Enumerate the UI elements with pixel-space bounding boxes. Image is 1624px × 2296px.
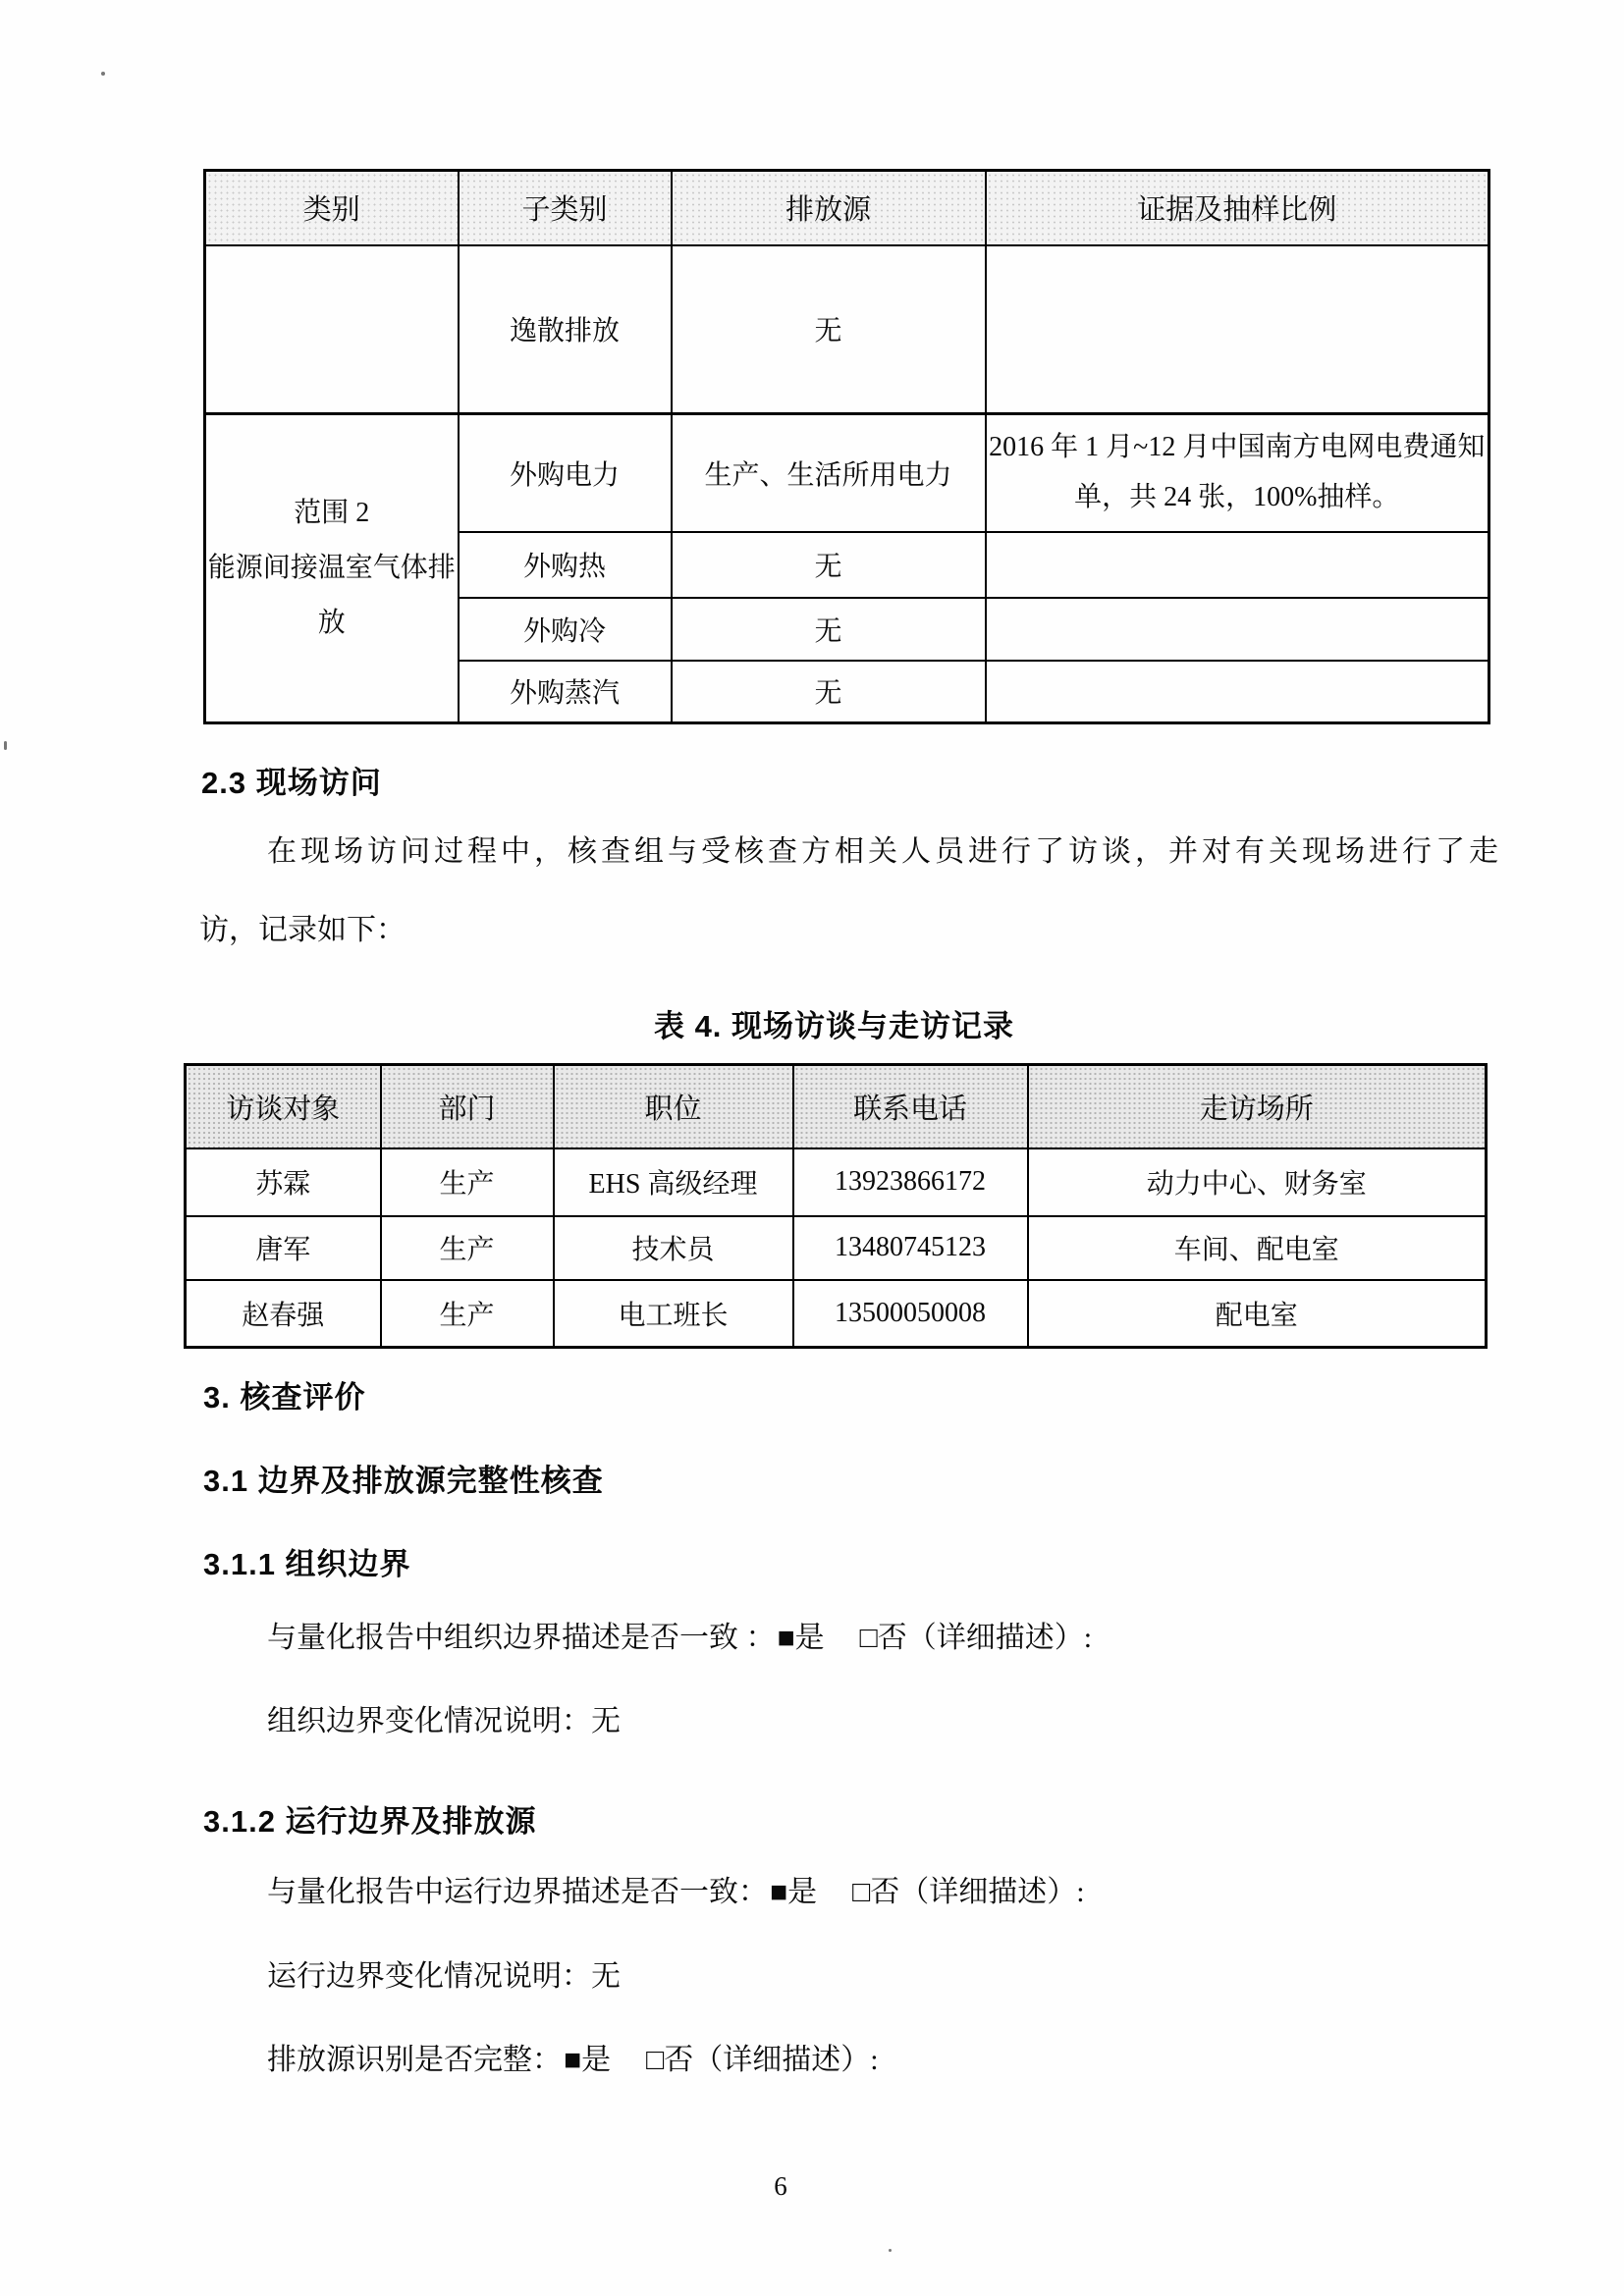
cell-source: 无 bbox=[672, 532, 986, 598]
header-department: 部门 bbox=[381, 1065, 554, 1148]
section-2-3-heading: 2.3 现场访问 bbox=[201, 766, 382, 800]
scan-speck bbox=[4, 741, 7, 750]
header-position: 职位 bbox=[554, 1065, 793, 1148]
page-number: 6 bbox=[774, 2171, 787, 2201]
checkbox-no-unchecked: □否（详细描述）: bbox=[852, 1876, 1085, 1908]
cell-evidence bbox=[986, 598, 1489, 661]
question-label: 与量化报告中运行边界描述是否一致： bbox=[267, 1876, 768, 1908]
operational-boundary-change-note: 运行边界变化情况说明：无 bbox=[267, 1960, 621, 1993]
cell-position: 技术员 bbox=[554, 1216, 793, 1280]
section-3-heading: 3. 核查评价 bbox=[203, 1380, 366, 1415]
cell-visited-sites: 配电室 bbox=[1028, 1280, 1487, 1348]
header-visited-sites: 走访场所 bbox=[1028, 1065, 1487, 1148]
cell-position: 电工班长 bbox=[554, 1280, 793, 1348]
interview-row bbox=[186, 1280, 1487, 1348]
interview-table-header-row bbox=[186, 1065, 1487, 1148]
checkbox-yes-checked: ■是 bbox=[770, 1876, 818, 1908]
section-3-1-1-heading: 3.1.1 组织边界 bbox=[203, 1547, 411, 1581]
cell-phone: 13923866172 bbox=[793, 1148, 1028, 1216]
cell-source: 无 bbox=[672, 245, 986, 414]
cell-visited-sites: 动力中心、财务室 bbox=[1028, 1148, 1487, 1216]
emission-source-complete-question bbox=[267, 2035, 879, 2078]
table-row-purchased-electricity bbox=[205, 414, 1489, 532]
emission-sources-table bbox=[203, 169, 1490, 724]
cell-phone: 13500050008 bbox=[793, 1280, 1028, 1348]
checkbox-yes-checked: ■是 bbox=[777, 1622, 825, 1654]
section-3-1-heading: 3.1 边界及排放源完整性核查 bbox=[203, 1464, 604, 1498]
checkbox-no-unchecked: □否（详细描述）: bbox=[646, 2044, 879, 2076]
header-category: 类别 bbox=[205, 171, 459, 245]
cell-subcategory: 外购电力 bbox=[459, 414, 672, 532]
checkbox-no-unchecked: □否（详细描述）: bbox=[859, 1622, 1093, 1654]
cell-subcategory: 逸散排放 bbox=[459, 245, 672, 414]
header-phone: 联系电话 bbox=[793, 1065, 1028, 1148]
cell-subcategory: 外购冷 bbox=[459, 598, 672, 661]
paragraph-line-1: 在现场访问过程中，核查组与受核查方相关人员进行了访谈，并对有关现场进行了走 bbox=[267, 835, 1502, 868]
operational-boundary-question bbox=[267, 1867, 1085, 1910]
cell-interviewee: 赵春强 bbox=[186, 1280, 381, 1348]
cell-subcategory: 外购蒸汽 bbox=[459, 661, 672, 723]
table-row-fugitive bbox=[205, 245, 1489, 414]
cell-phone: 13480745123 bbox=[793, 1216, 1028, 1280]
header-interviewee: 访谈对象 bbox=[186, 1065, 381, 1148]
scan-speck bbox=[101, 72, 105, 76]
interview-row bbox=[186, 1216, 1487, 1280]
cell-source: 无 bbox=[672, 661, 986, 723]
cell-evidence bbox=[986, 661, 1489, 723]
interview-row bbox=[186, 1148, 1487, 1216]
question-label: 排放源识别是否完整： bbox=[267, 2044, 562, 2076]
org-boundary-question bbox=[267, 1613, 1092, 1656]
cell-interviewee: 苏霖 bbox=[186, 1148, 381, 1216]
cell-visited-sites: 车间、配电室 bbox=[1028, 1216, 1487, 1280]
cell-source: 无 bbox=[672, 598, 986, 661]
cell-position: EHS 高级经理 bbox=[554, 1148, 793, 1216]
cell-department: 生产 bbox=[381, 1216, 554, 1280]
cell-department: 生产 bbox=[381, 1280, 554, 1348]
header-subcategory: 子类别 bbox=[459, 171, 672, 245]
checkbox-yes-checked: ■是 bbox=[564, 2044, 612, 2076]
cell-subcategory: 外购热 bbox=[459, 532, 672, 598]
cell-scope2-label: 范围 2 能源间接温室气体排放 bbox=[205, 414, 459, 723]
cell-evidence bbox=[986, 532, 1489, 598]
section-3-1-2-heading: 3.1.2 运行边界及排放源 bbox=[203, 1804, 537, 1839]
cell-category-empty bbox=[205, 245, 459, 414]
header-emission-source: 排放源 bbox=[672, 171, 986, 245]
question-label: 与量化报告中组织边界描述是否一致 ： bbox=[267, 1622, 776, 1654]
header-evidence: 证据及抽样比例 bbox=[986, 171, 1489, 245]
interview-table bbox=[184, 1063, 1488, 1349]
cell-interviewee: 唐军 bbox=[186, 1216, 381, 1280]
cell-evidence: 2016 年 1 月~12 月中国南方电网电费通知单，共 24 张，100%抽样。 bbox=[986, 414, 1489, 532]
table4-title: 表 4. 现场访谈与走访记录 bbox=[653, 1009, 1015, 1043]
scan-speck bbox=[889, 2249, 892, 2252]
paragraph-line-2: 访，记录如下： bbox=[199, 914, 406, 946]
cell-source: 生产、生活所用电力 bbox=[672, 414, 986, 532]
org-boundary-change-note: 组织边界变化情况说明：无 bbox=[267, 1705, 621, 1737]
emission-table-header-row bbox=[205, 171, 1489, 245]
cell-department: 生产 bbox=[381, 1148, 554, 1216]
cell-evidence bbox=[986, 245, 1489, 414]
